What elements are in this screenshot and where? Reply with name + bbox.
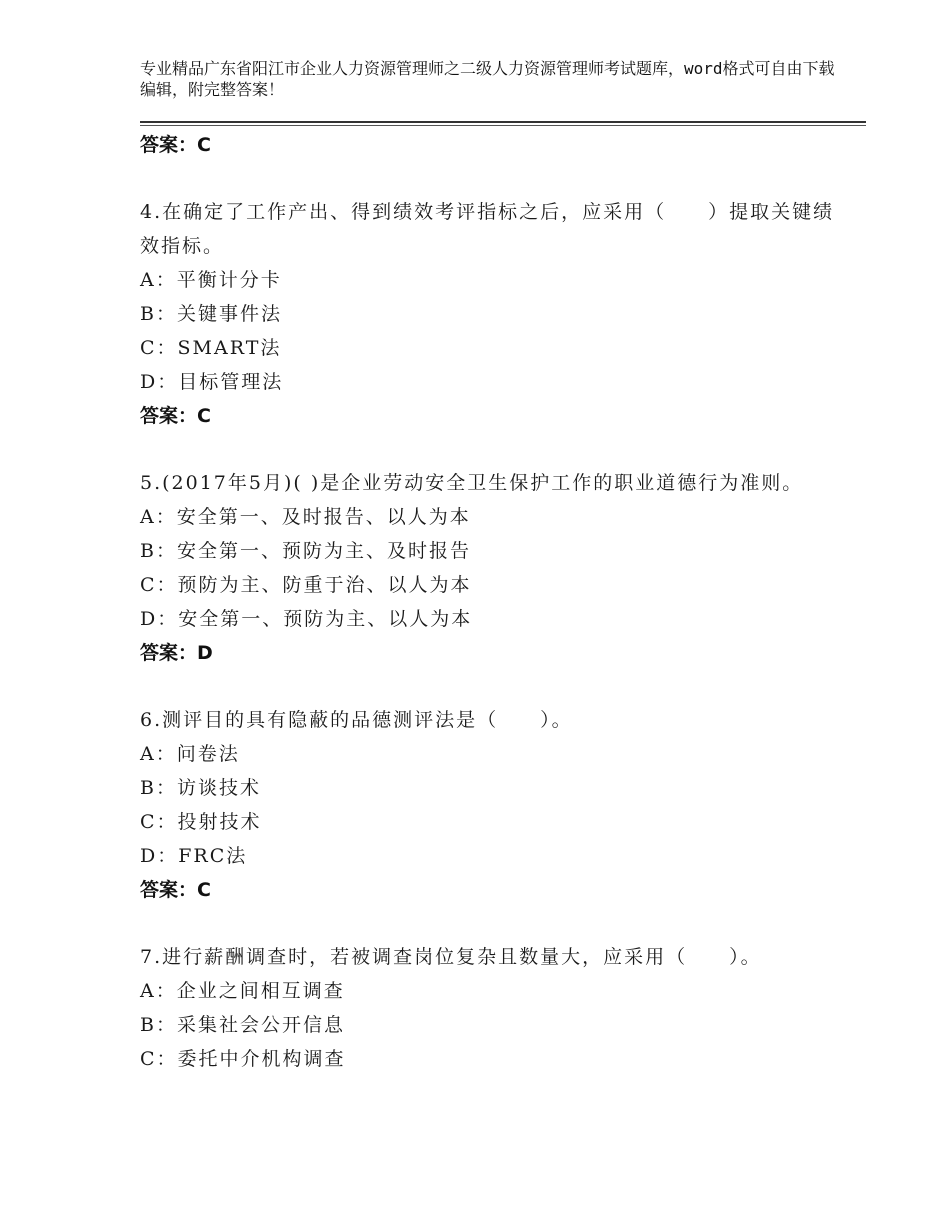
option-a: A：问卷法: [140, 743, 240, 765]
spacer: [140, 670, 840, 703]
option-d: D：安全第一、预防为主、以人为本: [140, 608, 473, 630]
spacer: [140, 433, 840, 466]
option-a: A：企业之间相互调查: [140, 980, 345, 1002]
answer-line: 答案：C: [140, 405, 211, 427]
document-header: 专业精品广东省阳江市企业人力资源管理师之二级人力资源管理师考试题库，word格式可自由下载编辑，附完整答案！: [140, 59, 835, 99]
question-text: 4.在确定了工作产出、得到绩效考评指标之后，应采用（ ）提取关键绩效指标。: [140, 201, 835, 257]
option-c: C：投射技术: [140, 811, 262, 833]
spacer: [140, 907, 840, 940]
answer-line: 答案：C: [140, 879, 211, 901]
option-d: D：FRC法: [140, 845, 248, 867]
question-7: [140, 940, 840, 1076]
answer-line: 答案：D: [140, 642, 213, 664]
option-b: B：采集社会公开信息: [140, 1014, 345, 1036]
option-c: C：委托中介机构调查: [140, 1048, 346, 1070]
question-6: [140, 703, 840, 907]
option-b: B：安全第一、预防为主、及时报告: [140, 540, 471, 562]
question-text: 5.(2017年5月)( )是企业劳动安全卫生保护工作的职业道德行为准则。: [140, 472, 804, 494]
question-4: [140, 195, 840, 433]
option-a: A：安全第一、及时报告、以人为本: [140, 506, 471, 528]
option-c: C：SMART法: [140, 337, 282, 359]
spacer: [140, 162, 840, 195]
question-5: [140, 466, 840, 670]
question-text: 7.进行薪酬调查时，若被调查岗位复杂且数量大，应采用（ ）。: [140, 946, 762, 968]
header-divider-thin: [140, 125, 866, 126]
header-divider-thick: [140, 121, 866, 123]
option-b: B：访谈技术: [140, 777, 261, 799]
option-b: B：关键事件法: [140, 303, 282, 325]
answer-line: 答案：C: [140, 134, 211, 156]
option-c: C：预防为主、防重于治、以人为本: [140, 574, 472, 596]
option-d: D：目标管理法: [140, 371, 284, 393]
option-a: A：平衡计分卡: [140, 269, 282, 291]
question-list: [140, 128, 840, 1076]
question-text: 6.测评目的具有隐蔽的品德测评法是（ ）。: [140, 709, 573, 731]
